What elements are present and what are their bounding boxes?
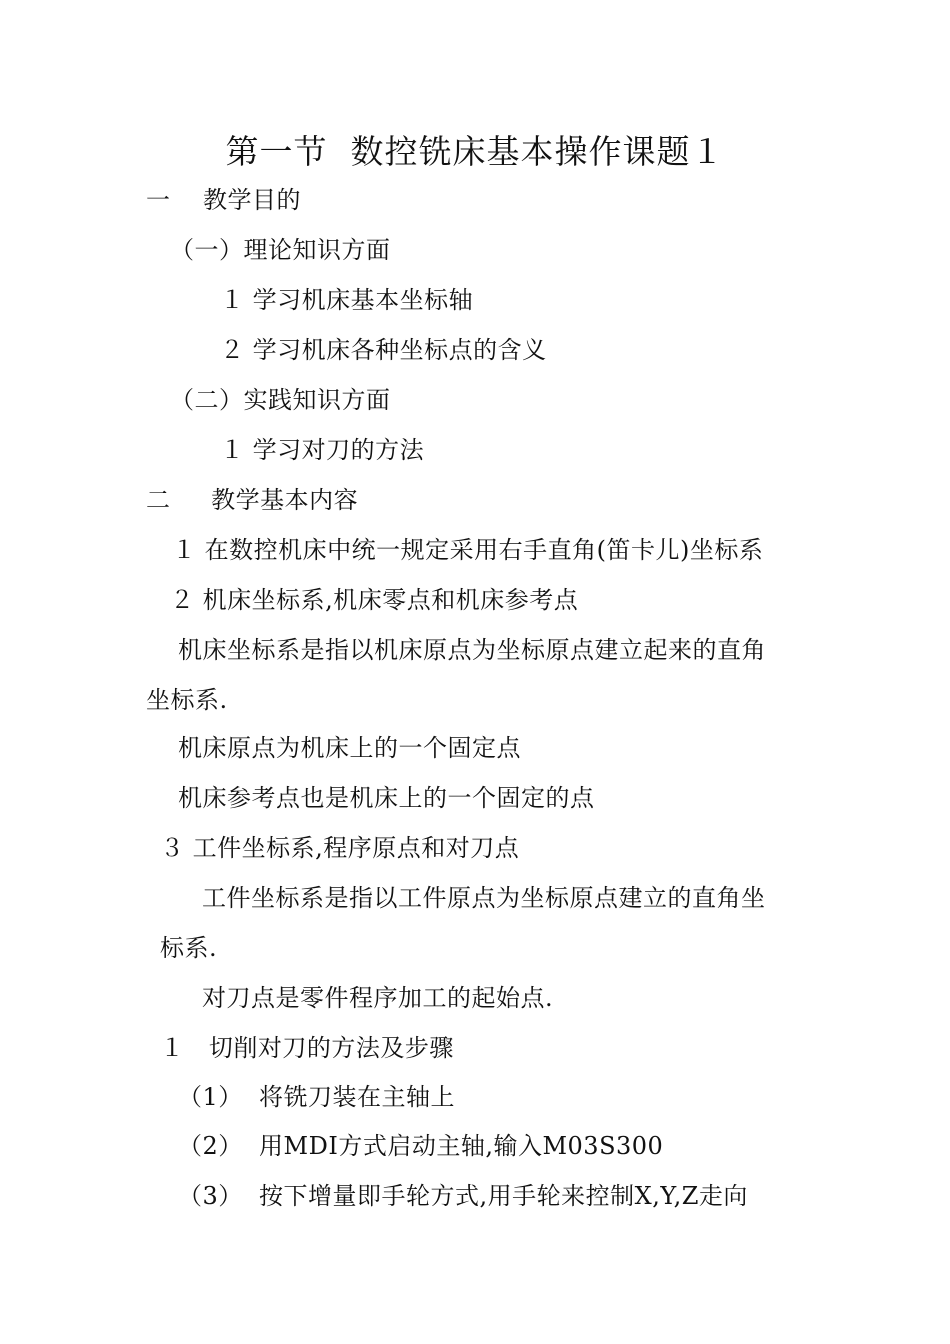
section-heading-content: 二 教学基本内容	[146, 486, 359, 514]
step-item: （3） 按下增量即手轮方式,用手轮来控制X,Y,Z走向	[178, 1182, 748, 1210]
step-item: （1） 将铣刀装在主轴上	[178, 1083, 456, 1111]
paragraph-line: 坐标系.	[146, 686, 228, 714]
list-item: １ 在数控机床中统一规定采用右手直角(笛卡儿)坐标系	[172, 536, 764, 564]
paragraph-line: 对刀点是零件程序加工的起始点.	[202, 984, 554, 1012]
subsection-heading-practice: （二）实践知识方面	[170, 386, 391, 414]
list-item: １ 切削对刀的方法及步骤	[160, 1034, 454, 1062]
list-item: ２ 学习机床各种坐标点的含义	[220, 336, 547, 364]
subsection-heading-theory: （一）理论知识方面	[170, 236, 391, 264]
list-item: １ 学习机床基本坐标轴	[220, 286, 474, 314]
paragraph-line: 机床原点为机床上的一个固定点	[178, 734, 521, 762]
paragraph-line: 工件坐标系是指以工件原点为坐标原点建立的直角坐	[202, 884, 766, 912]
paragraph-line: 机床参考点也是机床上的一个固定的点	[178, 784, 595, 812]
document-title: 第一节 数控铣床基本操作课题１	[225, 132, 725, 171]
list-item: ２ 机床坐标系,机床零点和机床参考点	[170, 586, 579, 614]
paragraph-line: 机床坐标系是指以机床原点为坐标原点建立起来的直角	[178, 636, 766, 664]
section-heading-objectives: 一 教学目的	[146, 186, 302, 214]
list-item: １ 学习对刀的方法	[220, 436, 425, 464]
paragraph-line: 标系.	[160, 934, 218, 962]
list-item: ３ 工件坐标系,程序原点和对刀点	[160, 834, 520, 862]
step-item: （2） 用MDI方式启动主轴,输入M03S300	[178, 1132, 664, 1160]
